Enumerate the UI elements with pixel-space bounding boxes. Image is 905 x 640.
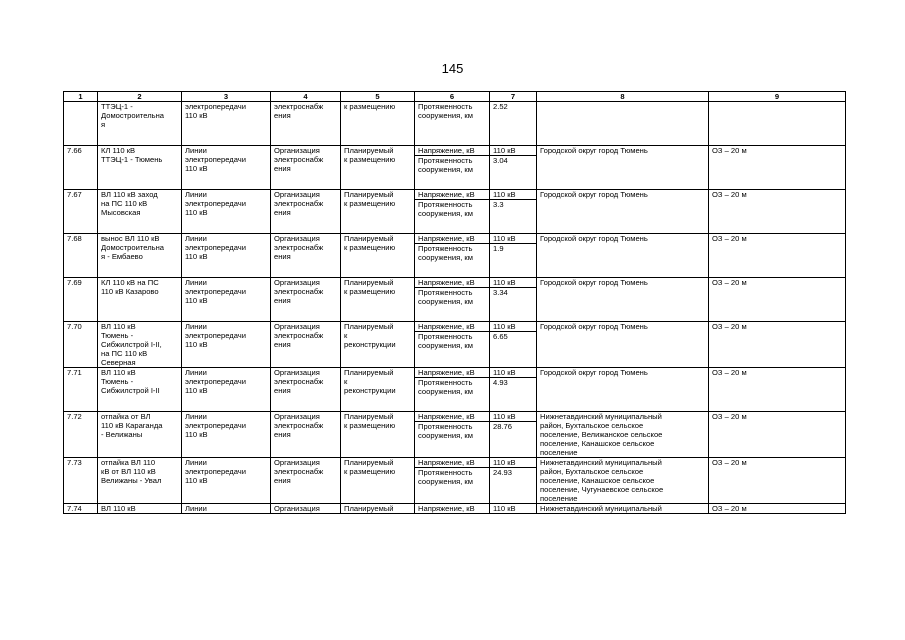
object-name-cell-text: ВЛ 110 кВ заход на ПС 110 кВ Мысовская xyxy=(101,190,158,217)
parameter-name: Напряжение, кВ xyxy=(415,146,489,156)
value-cell xyxy=(490,368,537,412)
row-number-cell-text: 7.70 xyxy=(67,322,82,331)
location-cell-text: Городской округ город Тюмень xyxy=(540,368,648,377)
table-row xyxy=(64,234,846,278)
table-row xyxy=(64,190,846,234)
parameter-cell xyxy=(415,278,490,322)
zone-cell-text: ОЗ – 20 м xyxy=(712,278,747,287)
location-cell xyxy=(537,278,709,322)
object-type-cell-text: Линии электропередачи 110 кВ xyxy=(185,278,246,305)
purpose-cell xyxy=(271,278,341,322)
parameter-name: Протяженность сооружения, км xyxy=(418,332,473,350)
object-name-cell xyxy=(98,234,182,278)
location-cell-text: Городской округ город Тюмень xyxy=(540,190,648,199)
object-name-cell-text: КЛ 110 кВ ТТЭЦ-1 - Тюмень xyxy=(101,146,163,164)
value-cell xyxy=(490,504,537,514)
object-type-cell xyxy=(182,102,271,146)
object-type-cell xyxy=(182,458,271,504)
parameter-value: 110 кВ xyxy=(490,190,536,200)
header-cell: 9 xyxy=(709,92,846,102)
value-cell xyxy=(490,412,537,458)
object-name-cell-text: КЛ 110 кВ на ПС 110 кВ Казарово xyxy=(101,278,159,296)
parameter-cell xyxy=(415,234,490,278)
parameter-value: 110 кВ xyxy=(493,504,516,513)
row-number-cell xyxy=(64,458,98,504)
object-name-cell-text: ВЛ 110 кВ Тюмень - Сибжилстрой I-II, на ПС 110 кВ Северная xyxy=(101,322,162,367)
table-body xyxy=(64,102,846,514)
object-name-cell xyxy=(98,278,182,322)
location-cell xyxy=(537,146,709,190)
parameter-value: 1.9 xyxy=(493,244,504,253)
parameter-value: 6.65 xyxy=(493,332,508,341)
purpose-cell xyxy=(271,412,341,458)
status-cell xyxy=(341,458,415,504)
location-cell xyxy=(537,412,709,458)
location-cell-text: Городской округ город Тюмень xyxy=(540,146,648,155)
purpose-cell-text: Организация электроснабж ения xyxy=(274,458,324,485)
zone-cell-text: ОЗ – 20 м xyxy=(712,322,747,331)
zone-cell xyxy=(709,146,846,190)
table-row xyxy=(64,278,846,322)
value-cell xyxy=(490,278,537,322)
parameter-name: Протяженность сооружения, км xyxy=(418,378,473,396)
purpose-cell-text: Организация xyxy=(274,504,320,513)
object-type-cell xyxy=(182,504,271,514)
parameter-cell xyxy=(415,146,490,190)
status-cell-text: Планируемый к размещению xyxy=(344,234,396,252)
zone-cell-text: ОЗ – 20 м xyxy=(712,458,747,467)
object-name-cell-text: отпайка ВЛ 110 кВ от ВЛ 110 кВ Велижаны - Увал xyxy=(101,458,162,485)
parameter-name: Напряжение, кВ xyxy=(415,368,489,378)
purpose-cell-text: Организация электроснабж ения xyxy=(274,234,324,261)
object-name-cell xyxy=(98,146,182,190)
parameter-name: Протяженность сооружения, км xyxy=(418,288,473,306)
object-type-cell-text: Линии электропередачи 110 кВ xyxy=(185,322,246,349)
parameter-name: Напряжение, кВ xyxy=(415,278,489,288)
purpose-cell xyxy=(271,504,341,514)
parameter-name: Протяженность сооружения, км xyxy=(418,244,473,262)
row-number-cell xyxy=(64,504,98,514)
parameter-name: Протяженность сооружения, км xyxy=(418,156,473,174)
value-cell xyxy=(490,190,537,234)
object-name-cell-text: отпайка от ВЛ 110 кВ Караганда - Велижаны xyxy=(101,412,163,439)
zone-cell-text: ОЗ – 20 м xyxy=(712,412,747,421)
object-name-cell-text: ВЛ 110 кВ Тюмень - Сибжилстрой I-II xyxy=(101,368,160,395)
object-type-cell-text: Линии электропередачи 110 кВ xyxy=(185,368,246,395)
parameter-name: Напряжение, кВ xyxy=(415,234,489,244)
parameter-cell xyxy=(415,504,490,514)
location-cell-text: Нижнетавдинский муниципальный район, Бухтальское сельское поселение, Велижанское сельское поселение, Канашское сельское поселение xyxy=(540,412,663,457)
parameter-name: Напряжение, кВ xyxy=(415,190,489,200)
parameter-cell xyxy=(415,458,490,504)
object-name-cell-text: ТТЭЦ-1 - Домостроительна я xyxy=(101,102,165,129)
parameter-name: Протяженность сооружения, км xyxy=(418,200,473,218)
zone-cell xyxy=(709,190,846,234)
status-cell xyxy=(341,234,415,278)
table-row xyxy=(64,412,846,458)
row-number-cell-text: 7.66 xyxy=(67,146,82,155)
row-number-cell-text: 7.69 xyxy=(67,278,82,287)
page-number: 145 xyxy=(441,61,464,76)
purpose-cell xyxy=(271,322,341,368)
location-cell xyxy=(537,234,709,278)
value-cell xyxy=(490,234,537,278)
location-cell-text: Нижнетавдинский муниципальный район, Бухтальское сельское поселение, Канашское сельское поселение, Чугунаевское сельское поселение xyxy=(540,458,664,503)
header-cell: 6 xyxy=(415,92,490,102)
object-name-cell-text: вынос ВЛ 110 кВ Домостроительна я - Ембаево xyxy=(101,234,165,261)
object-type-cell-text: Линии xyxy=(185,504,207,513)
status-cell xyxy=(341,102,415,146)
parameter-value: 24.93 xyxy=(493,468,513,477)
location-cell xyxy=(537,458,709,504)
purpose-cell-text: Организация электроснабж ения xyxy=(274,146,324,173)
status-cell-text: Планируемый к размещению xyxy=(344,146,396,164)
parameter-value: 4.93 xyxy=(493,378,508,387)
table-row xyxy=(64,504,846,514)
status-cell-text: Планируемый к размещению xyxy=(344,458,396,476)
zone-cell-text: ОЗ – 20 м xyxy=(712,234,747,243)
purpose-cell-text: электроснабж ения xyxy=(274,102,324,120)
row-number-cell xyxy=(64,146,98,190)
object-type-cell xyxy=(182,278,271,322)
object-name-cell xyxy=(98,322,182,368)
header-cell: 7 xyxy=(490,92,537,102)
status-cell xyxy=(341,412,415,458)
parameter-value: 28.76 xyxy=(493,422,513,431)
object-name-cell-text: ВЛ 110 кВ xyxy=(101,504,136,513)
location-cell-text: Городской округ город Тюмень xyxy=(540,278,648,287)
status-cell xyxy=(341,368,415,412)
location-cell-text: Городской округ город Тюмень xyxy=(540,234,648,243)
header-cell: 1 xyxy=(64,92,98,102)
zone-cell xyxy=(709,368,846,412)
location-cell xyxy=(537,368,709,412)
parameter-value: 110 кВ xyxy=(490,412,536,422)
header-cell: 4 xyxy=(271,92,341,102)
object-type-cell-text: Линии электропередачи 110 кВ xyxy=(185,234,246,261)
header-cell: 2 xyxy=(98,92,182,102)
parameter-value: 110 кВ xyxy=(490,368,536,378)
parameter-value: 3.34 xyxy=(493,288,508,297)
object-type-cell xyxy=(182,412,271,458)
location-cell xyxy=(537,504,709,514)
location-cell-text: Городской округ город Тюмень xyxy=(540,322,648,331)
object-name-cell xyxy=(98,102,182,146)
zone-cell xyxy=(709,458,846,504)
zone-cell-text: ОЗ – 20 м xyxy=(712,504,747,513)
status-cell-text: Планируемый к размещению xyxy=(344,278,396,296)
purpose-cell xyxy=(271,458,341,504)
parameter-value: 3.04 xyxy=(493,156,508,165)
parameter-cell xyxy=(415,368,490,412)
zone-cell xyxy=(709,102,846,146)
object-name-cell xyxy=(98,368,182,412)
header-cell: 8 xyxy=(537,92,709,102)
row-number-cell xyxy=(64,322,98,368)
object-type-cell xyxy=(182,190,271,234)
purpose-cell xyxy=(271,102,341,146)
object-type-cell-text: Линии электропередачи 110 кВ xyxy=(185,458,246,485)
zone-cell xyxy=(709,504,846,514)
object-type-cell-text: Линии электропередачи 110 кВ xyxy=(185,146,246,173)
row-number-cell xyxy=(64,234,98,278)
purpose-cell-text: Организация электроснабж ения xyxy=(274,190,324,217)
table-row xyxy=(64,102,846,146)
header-cell: 5 xyxy=(341,92,415,102)
row-number-cell-text: 7.67 xyxy=(67,190,82,199)
zone-cell xyxy=(709,278,846,322)
value-cell xyxy=(490,458,537,504)
row-number-cell-text: 7.71 xyxy=(67,368,82,377)
purpose-cell-text: Организация электроснабж ения xyxy=(274,412,324,439)
purpose-cell-text: Организация электроснабж ения xyxy=(274,322,324,349)
status-cell-text: Планируемый к реконструкции xyxy=(344,368,396,395)
parameter-name: Напряжение, кВ xyxy=(418,504,475,513)
parameter-name: Протяженность сооружения, км xyxy=(418,468,473,486)
object-name-cell xyxy=(98,412,182,458)
table-row xyxy=(64,146,846,190)
status-cell xyxy=(341,322,415,368)
status-cell xyxy=(341,278,415,322)
status-cell xyxy=(341,190,415,234)
zone-cell-text: ОЗ – 20 м xyxy=(712,190,747,199)
parameter-value: 110 кВ xyxy=(490,234,536,244)
purpose-cell-text: Организация электроснабж ения xyxy=(274,368,324,395)
parameter-value: 2.52 xyxy=(493,102,508,111)
status-cell-text: Планируемый xyxy=(344,504,394,513)
purpose-cell xyxy=(271,368,341,412)
location-cell xyxy=(537,190,709,234)
purpose-cell-text: Организация электроснабж ения xyxy=(274,278,324,305)
parameter-name: Напряжение, кВ xyxy=(415,412,489,422)
zone-cell-text: ОЗ – 20 м xyxy=(712,368,747,377)
value-cell xyxy=(490,146,537,190)
row-number-cell-text: 7.68 xyxy=(67,234,82,243)
row-number-cell-text: 7.73 xyxy=(67,458,82,467)
row-number-cell xyxy=(64,102,98,146)
zone-cell-text: ОЗ – 20 м xyxy=(712,146,747,155)
purpose-cell xyxy=(271,190,341,234)
status-cell-text: Планируемый к размещению xyxy=(344,190,396,208)
purpose-cell xyxy=(271,234,341,278)
object-type-cell xyxy=(182,234,271,278)
location-cell xyxy=(537,322,709,368)
infrastructure-table xyxy=(63,91,846,514)
value-cell xyxy=(490,322,537,368)
object-type-cell xyxy=(182,146,271,190)
parameter-name: Протяженность сооружения, км xyxy=(418,422,473,440)
object-type-cell-text: Линии электропередачи 110 кВ xyxy=(185,412,246,439)
table-row xyxy=(64,322,846,368)
parameter-value: 110 кВ xyxy=(490,322,536,332)
parameter-name: Протяженность сооружения, км xyxy=(418,102,473,120)
object-name-cell xyxy=(98,458,182,504)
row-number-cell xyxy=(64,412,98,458)
table-row xyxy=(64,368,846,412)
status-cell-text: Планируемый к реконструкции xyxy=(344,322,396,349)
table-header-row xyxy=(64,92,846,102)
zone-cell xyxy=(709,234,846,278)
object-type-cell xyxy=(182,368,271,412)
parameter-value: 3.3 xyxy=(493,200,504,209)
object-type-cell xyxy=(182,322,271,368)
status-cell-text: Планируемый к размещению xyxy=(344,412,396,430)
parameter-cell xyxy=(415,102,490,146)
object-type-cell-text: электропередачи 110 кВ xyxy=(185,102,246,120)
row-number-cell xyxy=(64,368,98,412)
value-cell xyxy=(490,102,537,146)
location-cell xyxy=(537,102,709,146)
zone-cell xyxy=(709,412,846,458)
parameter-value: 110 кВ xyxy=(490,458,536,468)
zone-cell xyxy=(709,322,846,368)
parameter-value: 110 кВ xyxy=(490,146,536,156)
status-cell-text: к размещению xyxy=(344,102,396,111)
object-name-cell xyxy=(98,504,182,514)
header-cell: 3 xyxy=(182,92,271,102)
parameter-name: Напряжение, кВ xyxy=(415,458,489,468)
purpose-cell xyxy=(271,146,341,190)
parameter-value: 110 кВ xyxy=(490,278,536,288)
parameter-cell xyxy=(415,190,490,234)
row-number-cell xyxy=(64,278,98,322)
row-number-cell-text: 7.74 xyxy=(67,504,82,513)
table-row xyxy=(64,458,846,504)
parameter-name: Напряжение, кВ xyxy=(415,322,489,332)
status-cell xyxy=(341,146,415,190)
row-number-cell-text: 7.72 xyxy=(67,412,82,421)
parameter-cell xyxy=(415,322,490,368)
location-cell-text: Нижнетавдинский муниципальный xyxy=(540,504,662,513)
row-number-cell xyxy=(64,190,98,234)
status-cell xyxy=(341,504,415,514)
object-name-cell xyxy=(98,190,182,234)
parameter-cell xyxy=(415,412,490,458)
object-type-cell-text: Линии электропередачи 110 кВ xyxy=(185,190,246,217)
